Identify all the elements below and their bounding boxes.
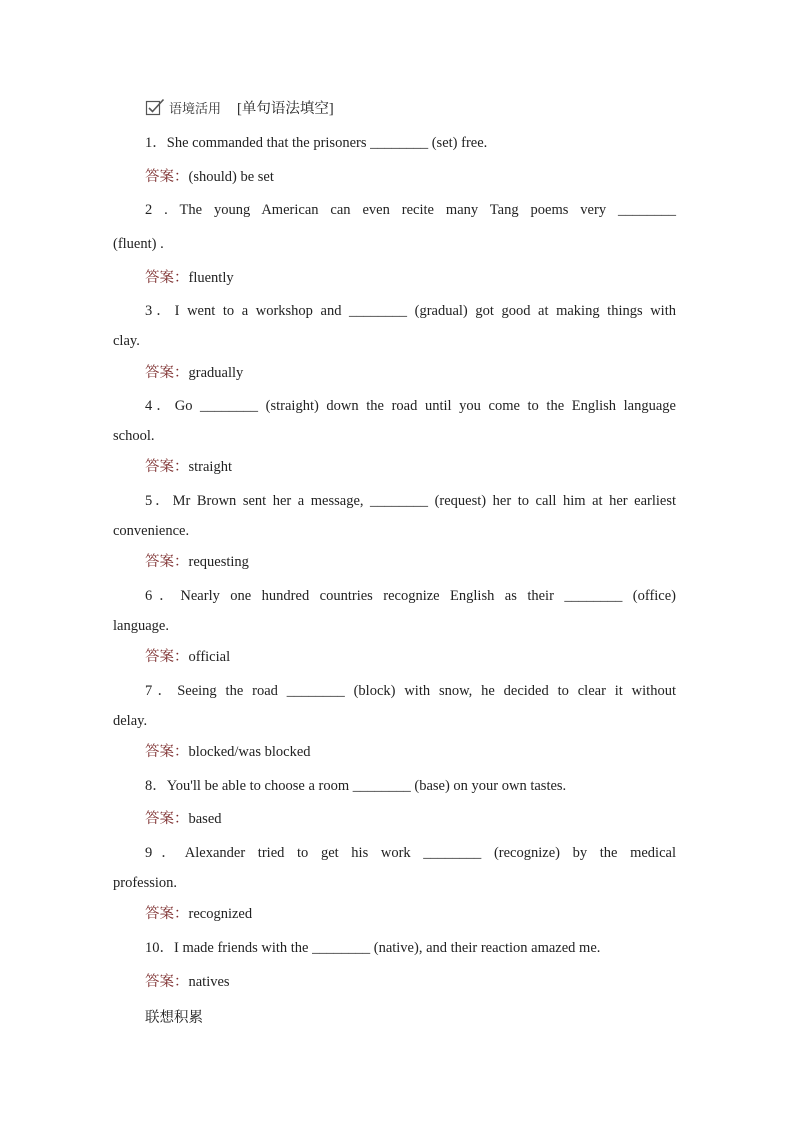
answer-text: natives xyxy=(188,974,230,990)
answer-1 xyxy=(145,167,676,187)
question-3-line-2: clay. xyxy=(113,333,140,349)
answer-text: straight xyxy=(188,459,232,475)
checkbox-pencil-icon xyxy=(145,98,165,116)
answer-text: blocked/was blocked xyxy=(188,744,311,760)
section-header xyxy=(145,96,334,118)
answer-9 xyxy=(145,904,676,924)
answer-10 xyxy=(145,972,676,992)
answer-text: requesting xyxy=(188,554,249,570)
question-9-line-1: 9．Alexander tried to get his work ________ (recognize) by the medical xyxy=(145,845,676,861)
question-7-line-1: 7．Seeing the road ________ (block) with snow, he decided to clear it without xyxy=(145,683,676,699)
question-6-line-1: 6．Nearly one hundred countries recognize English as their ________ (office) xyxy=(145,588,676,604)
question-5-line-1: 5．Mr Brown sent her a message, ________ (request) her to call him at her earliest xyxy=(145,493,676,509)
answer-text: fluently xyxy=(188,270,234,286)
answer-label: 答案： xyxy=(145,906,189,922)
question-4-line-1: 4．Go ________ (straight) down the road until you come to the English language xyxy=(145,398,676,414)
question-8-line-1: 8．You'll be able to choose a room ________ (base) on your own tastes. xyxy=(145,778,567,794)
question-10-line-1: 10．I made friends with the ________ (native), and their reaction amazed me. xyxy=(145,940,601,956)
question-2-line-2: (fluent) . xyxy=(113,236,164,252)
question-2-line-1: 2 . The young American can even recite many Tang poems very ________ xyxy=(145,202,676,218)
answer-label: 答案： xyxy=(145,744,189,760)
answer-text: gradually xyxy=(188,365,244,381)
answer-text: (should) be set xyxy=(188,169,274,185)
question-5-line-2: convenience. xyxy=(113,523,190,539)
answer-text: based xyxy=(188,811,222,827)
answer-7 xyxy=(145,742,676,762)
section-tag: 语境活用 xyxy=(169,100,222,116)
answer-label: 答案： xyxy=(145,974,189,990)
answer-label: 答案： xyxy=(145,459,189,475)
answer-3 xyxy=(145,363,676,383)
answer-text: official xyxy=(188,649,231,665)
answer-label: 答案： xyxy=(145,811,189,827)
answer-8 xyxy=(145,809,676,829)
question-6-line-2: language. xyxy=(113,618,169,634)
section-footer-heading: 联想积累 xyxy=(145,1010,203,1026)
question-4-line-2: school. xyxy=(113,428,155,444)
question-3-line-1: 3．I went to a workshop and ________ (gradual) got good at making things with xyxy=(145,303,676,319)
answer-4 xyxy=(145,457,676,477)
question-7-line-2: delay. xyxy=(113,713,148,729)
question-9-line-2: profession. xyxy=(113,875,178,891)
answer-5 xyxy=(145,552,676,572)
section-title: [单句语法填空] xyxy=(237,100,334,117)
answer-text: recognized xyxy=(188,906,253,922)
question-1-line-1: 1．She commanded that the prisoners ________ (set) free. xyxy=(145,135,488,151)
answer-6 xyxy=(145,647,676,667)
answer-label: 答案： xyxy=(145,169,189,185)
answer-label: 答案： xyxy=(145,554,189,570)
answer-label: 答案： xyxy=(145,649,189,665)
answer-label: 答案： xyxy=(145,365,189,381)
answer-2 xyxy=(145,268,676,288)
answer-label: 答案： xyxy=(145,270,189,286)
